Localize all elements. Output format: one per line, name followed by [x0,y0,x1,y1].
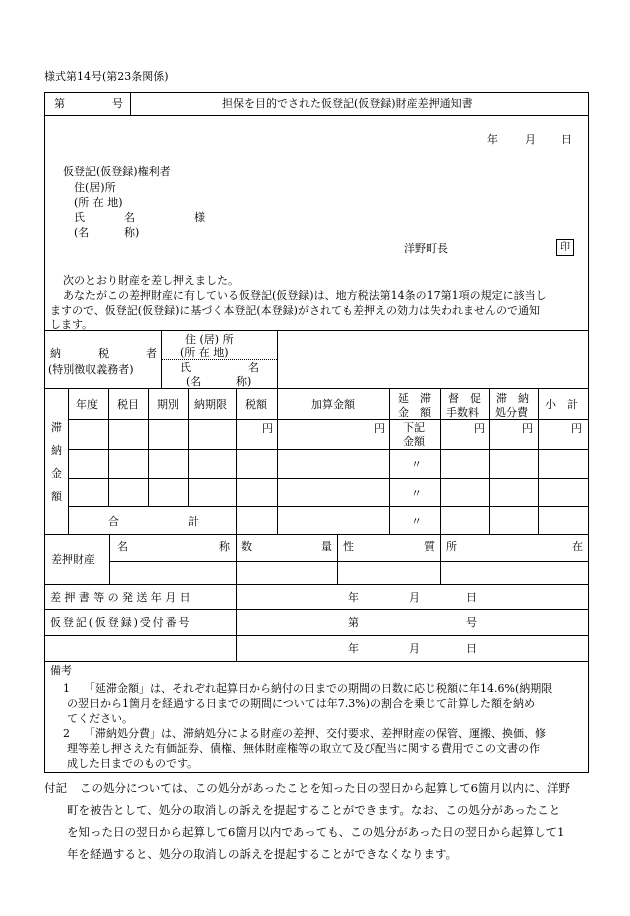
seal-stamp: 印 [556,239,574,256]
addressee-holder: 仮登記(仮登録)権利者 [63,165,171,178]
total-label-1: 合 [108,515,119,528]
seized-name-1: 名 [117,540,128,553]
note-below-2: 金額 [403,435,425,448]
registration-number-label: 仮登記(仮登録)受付番号 [50,616,192,629]
footnote-line-2: 町を被告として、処分の取消しの訴えを提起することができます。なお、この処分があったこと [67,803,561,817]
remarks-label: 備考 [50,664,72,677]
unit-disposition: 円 [522,422,533,435]
arrears-side-1: 滞 [51,421,62,434]
seized-qty-1: 数 [241,540,252,553]
col-deadline: 納期限 [194,398,227,411]
col-year: 年度 [76,398,98,411]
footnote-line-3: を知った日の翌日から起算して6箇月以内であっても、この処分があった日の翌日から起算して1 [67,825,565,839]
footnote-label: 付記 [44,781,67,795]
col-supervision-1: 督 促 [448,392,481,405]
addressee-address: 住(居)所 [74,181,116,194]
other-day: 日 [466,642,477,655]
unit-supervision: 円 [474,422,485,435]
taxpayer-name-1: 氏 [180,361,191,374]
remark-2-number: 2 [63,727,70,740]
seized-place-2: 在 [572,540,583,553]
col-item: 税目 [117,398,139,411]
remark-1-line-3: てください。 [67,712,133,725]
date-month: 月 [525,133,536,146]
footnote-line-1: この処分については、この処分があったことを知った日の翌日から起算して6箇月以内に、洋野 [80,781,570,795]
taxpayer-address: 住 (居) 所 [185,333,234,346]
registration-go: 号 [466,616,477,629]
body-line-2: あなたがこの差押財産に有している仮登記(仮登録)は、地方税法第14条の17第1項の規定に該当し [63,289,547,302]
taxpayer-location: (所 在 地) [180,346,229,359]
taxpayer-name-2: 名 [248,361,259,374]
unit-subtotal: 円 [571,422,582,435]
total-label-2: 計 [188,515,199,528]
ditto-row-3: 〃 [411,487,422,500]
arrears-side-2: 納 [51,444,62,457]
addressee-name-2: 名 [124,211,135,224]
form-number: 様式第14号(第23条関係) [44,70,169,83]
ditto-row-2: 〃 [411,458,422,471]
seized-qty-2: 量 [321,540,332,553]
remark-2-line-2: 理等差し押さえた有価証券、債権、無体財産権等の取立て及び配当に関する費用でこの文書の作 [67,742,540,755]
addressee-location: (所 在 地) [74,196,123,209]
taxpayer-label: 納 税 者 [50,347,162,360]
unit-additional: 円 [374,422,385,435]
col-subtotal: 小 計 [545,398,578,411]
col-delay-1: 延 滞 [398,392,431,405]
seized-name-2: 称 [219,540,230,553]
body-line-3: ますので、仮登記(仮登録)に基づく本登記(本登録)がされても差押えの効力は失われませんので通知 [50,304,540,317]
unit-tax: 円 [262,422,273,435]
arrears-side-4: 額 [51,490,62,503]
col-disposition-2: 処分費 [495,406,528,419]
body-line-1: 次のとおり財産を差し押えました。 [63,274,239,287]
addressee-sama: 様 [194,211,205,224]
addressee-name-alt-2: 称) [124,226,140,239]
addressee-name-1: 氏 [74,211,85,224]
dispatch-year: 年 [348,591,359,604]
seized-label: 差押財産 [51,553,95,566]
form-title: 担保を目的でされた仮登記(仮登録)財産差押通知書 [222,97,473,110]
note-below-1: 下記 [403,421,425,434]
date-day: 日 [561,133,572,146]
taxpayer-name-alt-2: 称) [236,375,252,388]
remark-1-number: 1 [63,682,70,695]
ditto-total: 〃 [411,515,422,528]
dispatch-day: 日 [466,591,477,604]
date-year: 年 [487,133,498,146]
col-supervision-2: 手数料 [446,406,479,419]
dispatch-date-label: 差押書等の発送年月日 [50,591,194,604]
footnote-line-4: 年を経過すると、処分の取消しの訴えを提起することができなくなります。 [67,847,458,861]
registration-dai: 第 [348,616,359,629]
col-period: 期別 [157,398,179,411]
col-tax: 税額 [245,398,267,411]
remark-1-line-2: の翌日から1箇月を経過する日までの期間については年7.3%)の割合を乗じて計算した額を納め [67,697,536,710]
remark-2-line-1: 「滞納処分費」は、滞納処分による財産の差押、交付要求、差押財産の保管、運搬、換価、修 [84,727,546,740]
number-label-suffix: 号 [112,97,123,110]
remark-1-line-1: 「延滞金額」は、それぞれ起算日から納付の日までの期間の日数に応じ税額に年14.6%(納期限 [84,682,553,695]
other-month: 月 [409,642,420,655]
taxpayer-sublabel: (特別徴収義務者) [48,363,134,376]
seized-nature-2: 質 [424,540,435,553]
col-additional: 加算金額 [311,398,355,411]
issuer-name: 洋野町長 [404,242,448,255]
other-year: 年 [348,642,359,655]
seized-nature-1: 性 [343,540,354,553]
taxpayer-name-alt-1: (名 [186,375,202,388]
col-delay-2: 金 額 [398,406,431,419]
number-label-prefix: 第 [54,97,65,110]
dispatch-month: 月 [409,591,420,604]
col-disposition-1: 滞 納 [496,392,529,405]
addressee-name-alt-1: (名 [74,226,90,239]
seized-place-1: 所 [446,540,457,553]
body-line-4: します。 [50,318,94,331]
arrears-side-3: 金 [51,467,62,480]
remark-2-line-3: 成した日までのものです。 [67,757,199,770]
